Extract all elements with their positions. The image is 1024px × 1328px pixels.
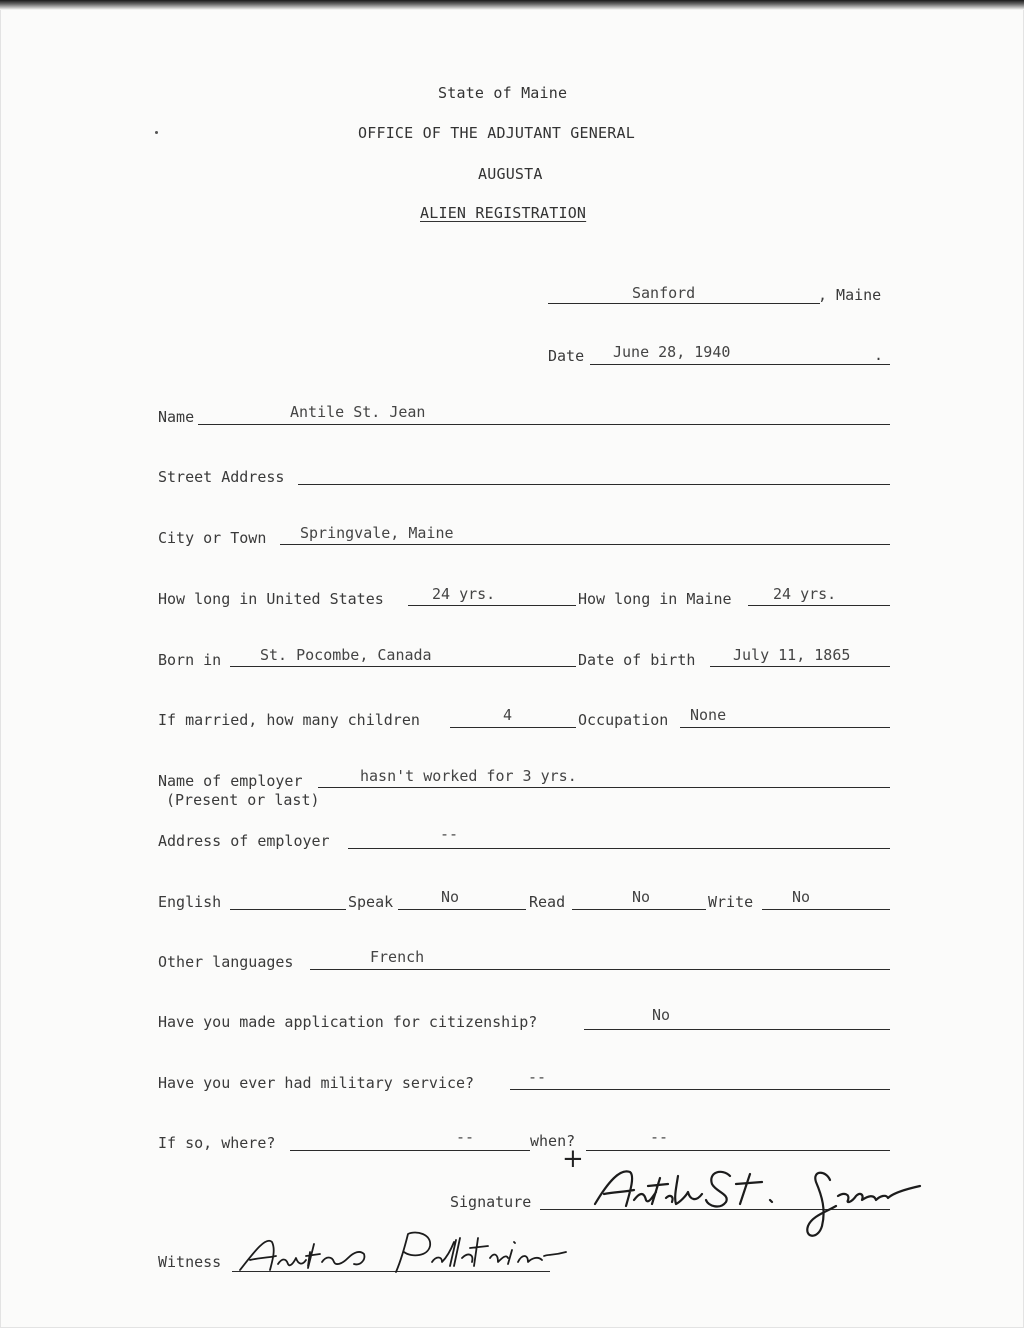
dob-value: July 11, 1865 — [733, 646, 851, 664]
employer-label: Name of employer — [158, 772, 303, 790]
place-town: Sanford — [632, 284, 696, 302]
scan-top-edge — [0, 0, 1024, 10]
employer-sublabel: (Present or last) — [166, 791, 320, 809]
read-line — [572, 909, 706, 910]
signature-mark: + — [562, 1144, 584, 1174]
form-title: ALIEN REGISTRATION — [420, 204, 587, 222]
born-in-line — [230, 666, 576, 667]
read-value: No — [632, 888, 651, 906]
place-state: , Maine — [818, 286, 882, 304]
scan-speck — [155, 131, 158, 134]
when-value: -- — [650, 1128, 669, 1146]
speak-line — [398, 909, 526, 910]
write-value: No — [792, 888, 811, 906]
where-label: If so, where? — [158, 1134, 276, 1152]
where-value: -- — [456, 1128, 475, 1146]
dob-line — [710, 666, 890, 667]
other-languages-label: Other languages — [158, 953, 294, 971]
street-label: Street Address — [158, 468, 285, 486]
speak-value: No — [441, 888, 460, 906]
date-value: June 28, 1940 — [613, 343, 731, 361]
date-label: Date — [548, 347, 585, 365]
name-label: Name — [158, 408, 195, 426]
how-long-maine-line — [748, 605, 890, 606]
occupation-value: None — [690, 706, 727, 724]
city-line — [280, 544, 890, 545]
employer-address-value: -- — [440, 825, 459, 843]
name-line — [198, 424, 890, 425]
city-value: Springvale, Maine — [300, 524, 454, 542]
born-in-label: Born in — [158, 651, 222, 669]
children-line — [450, 727, 576, 728]
witness-label: Witness — [158, 1253, 222, 1271]
military-label: Have you ever had military service? — [158, 1074, 475, 1092]
other-languages-value: French — [370, 948, 425, 966]
citizenship-line — [584, 1029, 890, 1030]
occupation-label: Occupation — [578, 711, 669, 729]
street-line — [298, 484, 890, 485]
when-line — [586, 1150, 890, 1151]
name-value: Antile St. Jean — [290, 403, 426, 421]
born-in-value: St. Pocombe, Canada — [260, 646, 432, 664]
where-line — [290, 1150, 530, 1151]
children-value: 4 — [503, 706, 513, 724]
header-city: AUGUSTA — [478, 165, 543, 183]
citizenship-label: Have you made application for citizenship? — [158, 1013, 538, 1031]
how-long-us-value: 24 yrs. — [432, 585, 496, 603]
date-line — [590, 364, 890, 365]
when-label: when? — [530, 1132, 576, 1150]
dob-label: Date of birth — [578, 651, 696, 669]
employer-address-label: Address of employer — [158, 832, 330, 850]
how-long-maine-label: How long in Maine — [578, 590, 732, 608]
header-state: State of Maine — [438, 84, 568, 102]
signature-handwriting — [590, 1160, 935, 1250]
employer-line — [318, 787, 890, 788]
children-label: If married, how many children — [158, 711, 420, 729]
english-label: English — [158, 893, 222, 911]
how-long-us-line — [408, 605, 576, 606]
witness-handwriting — [236, 1222, 576, 1284]
military-value: -- — [528, 1068, 547, 1086]
english-line — [230, 909, 346, 910]
how-long-us-label: How long in United States — [158, 590, 384, 608]
write-label: Write — [708, 893, 754, 911]
other-languages-line — [310, 969, 890, 970]
speak-label: Speak — [348, 893, 394, 911]
employer-value: hasn't worked for 3 yrs. — [360, 767, 577, 785]
military-line — [510, 1089, 890, 1090]
how-long-maine-value: 24 yrs. — [773, 585, 837, 603]
read-label: Read — [529, 893, 566, 911]
signature-label: Signature — [450, 1193, 532, 1211]
header-office: OFFICE OF THE ADJUTANT GENERAL — [358, 124, 635, 142]
write-line — [762, 909, 890, 910]
place-line — [548, 303, 820, 304]
date-end: . — [874, 346, 884, 364]
occupation-line — [680, 727, 890, 728]
city-label: City or Town — [158, 529, 267, 547]
employer-address-line — [348, 848, 890, 849]
citizenship-value: No — [652, 1006, 671, 1024]
